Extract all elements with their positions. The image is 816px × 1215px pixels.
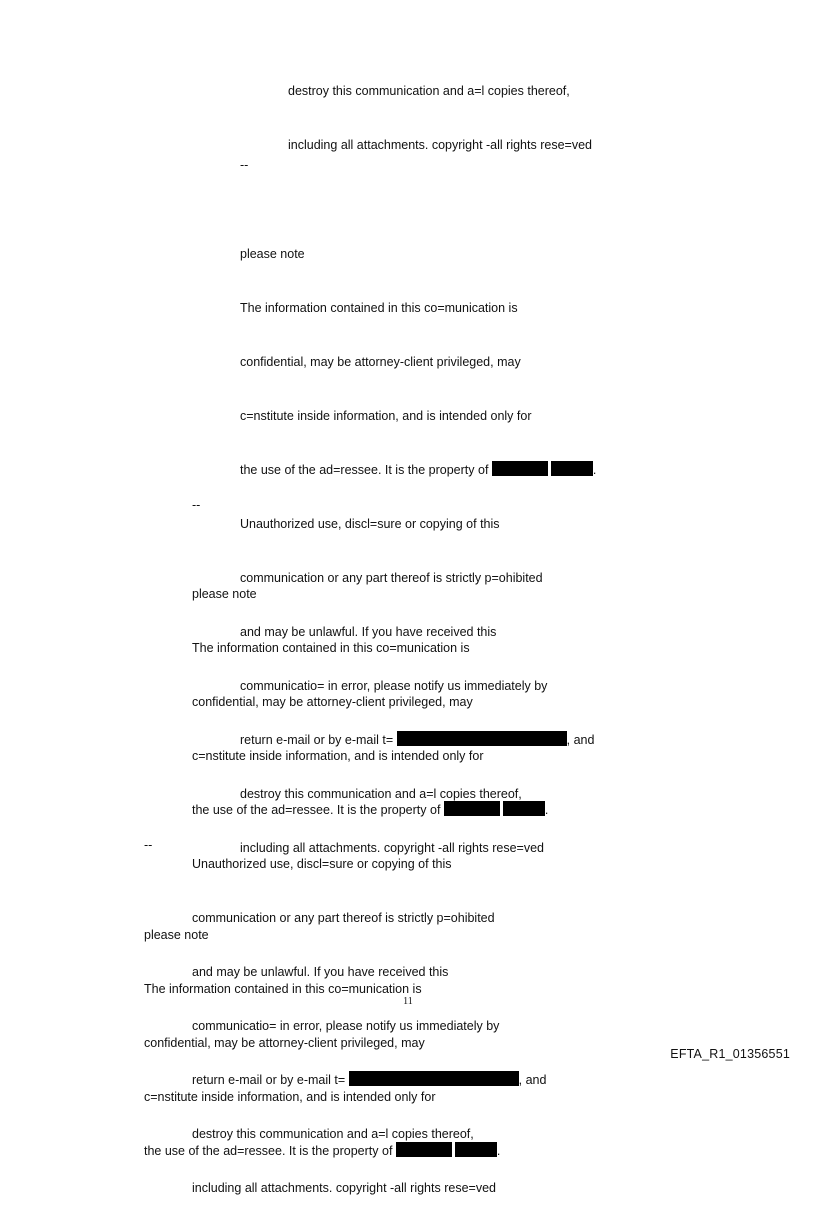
redaction-box: [551, 461, 593, 476]
text-line: communicatio= in error, please notify us immediately by: [192, 1019, 500, 1033]
signature-separator: --: [192, 498, 201, 512]
confidentiality-notice: [144, 890, 500, 1178]
text-fragment: the use of the ad=ressee. It is the property of: [240, 463, 492, 477]
text-line: Unauthorized use, discl=sure or copying of this: [240, 517, 500, 531]
document-id: EFTA_R1_01356551: [670, 1047, 790, 1061]
text-line: including all attachments. copyright -all rights rese=ved: [240, 841, 544, 855]
text-line: [144, 1142, 500, 1160]
text-line: destroy this communication and a=l copies thereof,: [192, 1127, 474, 1141]
text-line: including all attachments. copyright -all rights rese=ved: [192, 1181, 496, 1195]
text-line: and may be unlawful. If you have received this: [240, 625, 497, 639]
notice-heading: please note: [144, 928, 209, 942]
text-line: communication or any part thereof is strictly p=ohibited: [240, 571, 543, 585]
text-fragment: the use of the ad=ressee. It is the property of: [144, 1144, 396, 1158]
signature-separator: --: [240, 158, 249, 172]
redaction-box: [503, 801, 545, 816]
notice-heading: please note: [240, 247, 305, 261]
text-line: The information contained in this co=munication is: [240, 301, 518, 315]
text-fragment: , and: [518, 1073, 547, 1087]
redaction-box: [444, 801, 500, 816]
text-line: [192, 801, 548, 819]
text-line: including all attachments. copyright -all rights rese=ved: [288, 138, 592, 152]
text-fragment: return e-mail or by e-mail t=: [192, 1073, 349, 1087]
text-line: The information contained in this co=munication is: [144, 982, 422, 996]
text-fragment: .: [544, 803, 549, 817]
signature-separator: --: [144, 838, 153, 852]
text-line: and may be unlawful. If you have received this: [192, 965, 449, 979]
text-line: Unauthorized use, discl=sure or copying of this: [192, 857, 452, 871]
page-number: 11: [403, 996, 413, 1007]
text-line: The information contained in this co=munication is: [192, 641, 470, 655]
text-line: communication or any part thereof is strictly p=ohibited: [192, 911, 495, 925]
text-line: c=nstitute inside information, and is intended only for: [192, 749, 484, 763]
redaction-box: [455, 1142, 497, 1157]
text-line: c=nstitute inside information, and is intended only for: [144, 1090, 436, 1104]
text-fragment: , and: [566, 733, 595, 747]
text-fragment: return e-mail or by e-mail t=: [240, 733, 397, 747]
text-fragment: the use of the ad=ressee. It is the property of: [192, 803, 444, 817]
text-line: confidential, may be attorney-client privileged, may: [192, 695, 473, 709]
text-line: [240, 461, 596, 479]
redaction-box: [396, 1142, 452, 1157]
text-fragment: .: [592, 463, 597, 477]
text-line: destroy this communication and a=l copies thereof,: [288, 84, 570, 98]
redaction-box: [492, 461, 548, 476]
text-line: communicatio= in error, please notify us immediately by: [240, 679, 548, 693]
quoted-notice-fragment: [288, 46, 592, 172]
notice-heading: please note: [192, 587, 257, 601]
text-fragment: .: [496, 1144, 501, 1158]
text-line: confidential, may be attorney-client privileged, may: [144, 1036, 425, 1050]
text-line: confidential, may be attorney-client privileged, may: [240, 355, 521, 369]
text-line: destroy this communication and a=l copies thereof,: [240, 787, 522, 801]
text-line: c=nstitute inside information, and is intended only for: [240, 409, 532, 423]
